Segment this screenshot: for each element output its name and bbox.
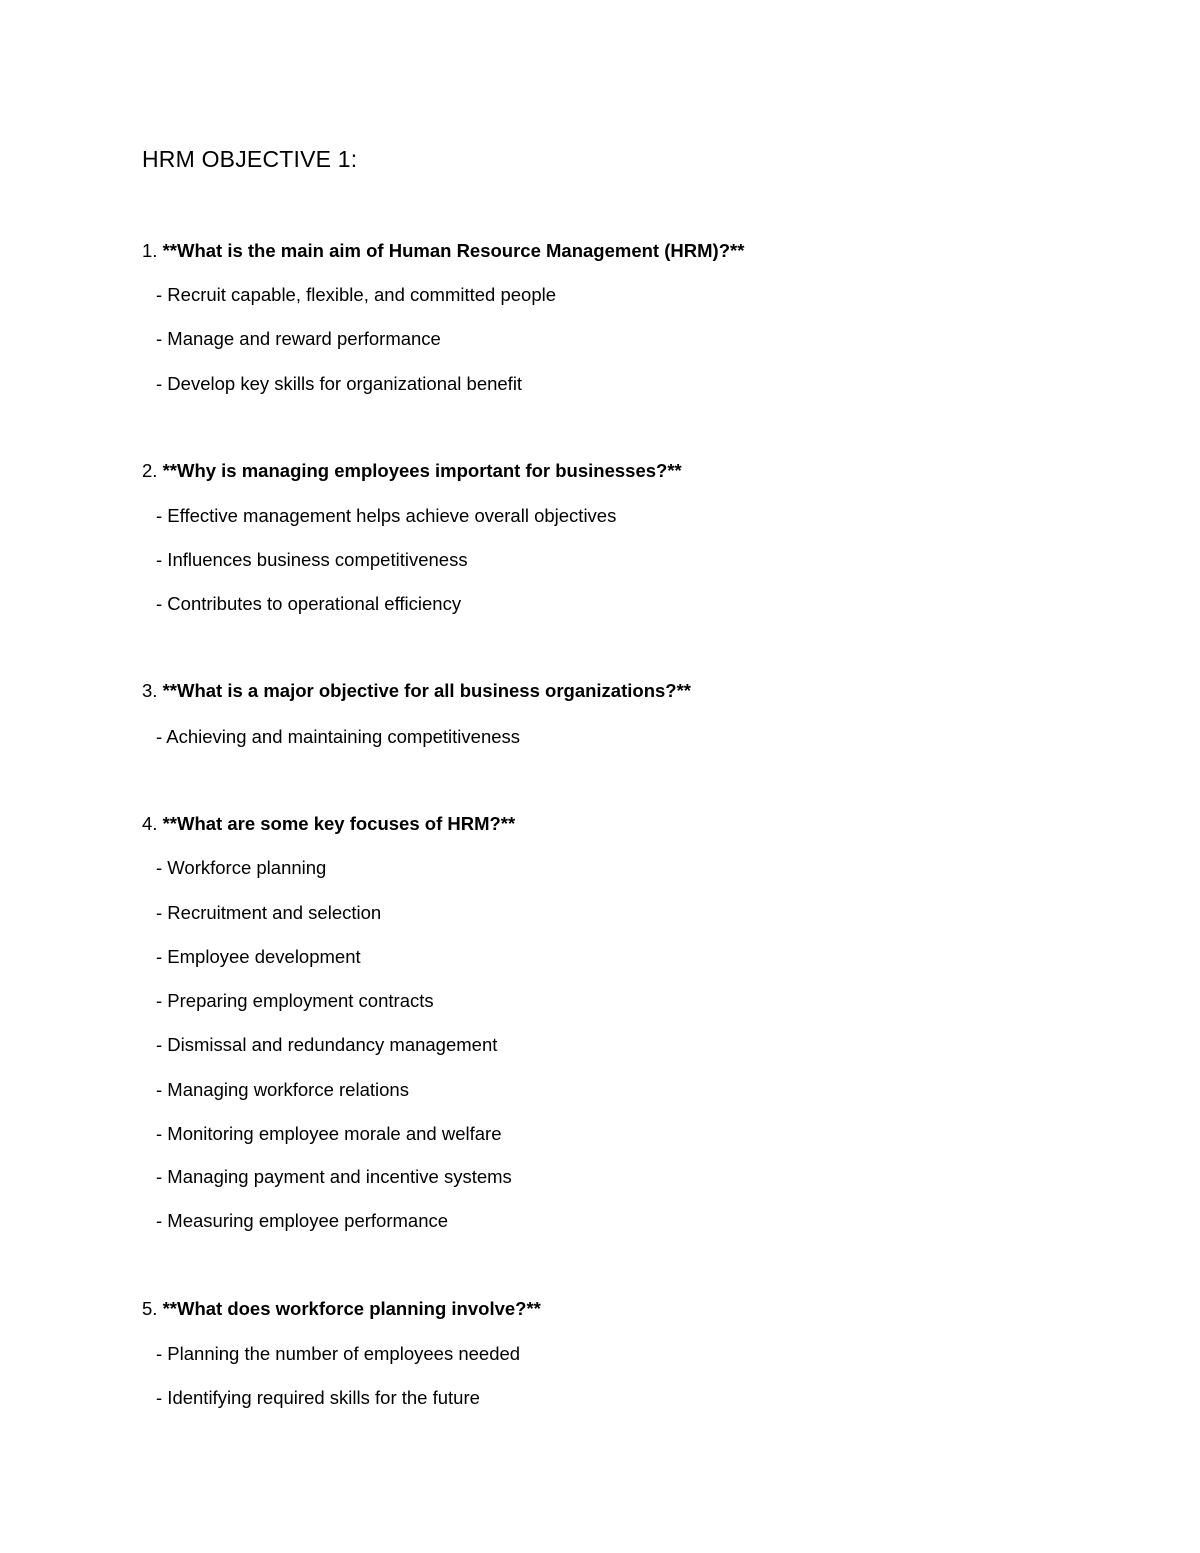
question-number: 4. bbox=[142, 813, 158, 834]
answer-item: - Effective management helps achieve overall objectives bbox=[156, 505, 617, 526]
question-5 bbox=[142, 1298, 541, 1320]
question-text: **What does workforce planning involve?** bbox=[162, 1298, 541, 1319]
answer-item: - Preparing employment contracts bbox=[156, 990, 434, 1011]
answer-item: - Managing payment and incentive systems bbox=[156, 1166, 512, 1187]
question-3 bbox=[142, 680, 691, 702]
answer-item: - Employee development bbox=[156, 946, 361, 967]
question-number: 5. bbox=[142, 1298, 158, 1319]
question-text: **What is a major objective for all business organizations?** bbox=[162, 680, 691, 701]
answer-item: - Achieving and maintaining competitiveness bbox=[156, 726, 521, 747]
question-2 bbox=[142, 460, 682, 482]
question-number: 1. bbox=[142, 240, 158, 261]
question-text: **Why is managing employees important for businesses?** bbox=[162, 460, 682, 481]
answer-item: - Identifying required skills for the future bbox=[156, 1387, 480, 1408]
answer-item: - Planning the number of employees needed bbox=[156, 1343, 521, 1364]
page-title: HRM OBJECTIVE 1: bbox=[142, 146, 358, 172]
question-number: 3. bbox=[142, 680, 158, 701]
answer-item: - Influences business competitiveness bbox=[156, 549, 468, 570]
answer-item: - Workforce planning bbox=[156, 857, 327, 878]
question-4 bbox=[142, 813, 515, 835]
answer-item: - Develop key skills for organizational benefit bbox=[156, 373, 523, 394]
answer-item: - Recruitment and selection bbox=[156, 902, 382, 923]
answer-item: - Recruit capable, flexible, and committed people bbox=[156, 284, 557, 305]
answer-item: - Measuring employee performance bbox=[156, 1210, 449, 1231]
question-number: 2. bbox=[142, 460, 158, 481]
question-1 bbox=[142, 240, 744, 262]
question-text: **What are some key focuses of HRM?** bbox=[162, 813, 516, 834]
answer-item: - Dismissal and redundancy management bbox=[156, 1034, 498, 1055]
question-text: **What is the main aim of Human Resource Management (HRM)?** bbox=[162, 240, 745, 261]
answer-item: - Managing workforce relations bbox=[156, 1079, 409, 1100]
answer-item: - Monitoring employee morale and welfare bbox=[156, 1123, 502, 1144]
answer-item: - Manage and reward performance bbox=[156, 328, 441, 349]
answer-item: - Contributes to operational efficiency bbox=[156, 593, 462, 614]
